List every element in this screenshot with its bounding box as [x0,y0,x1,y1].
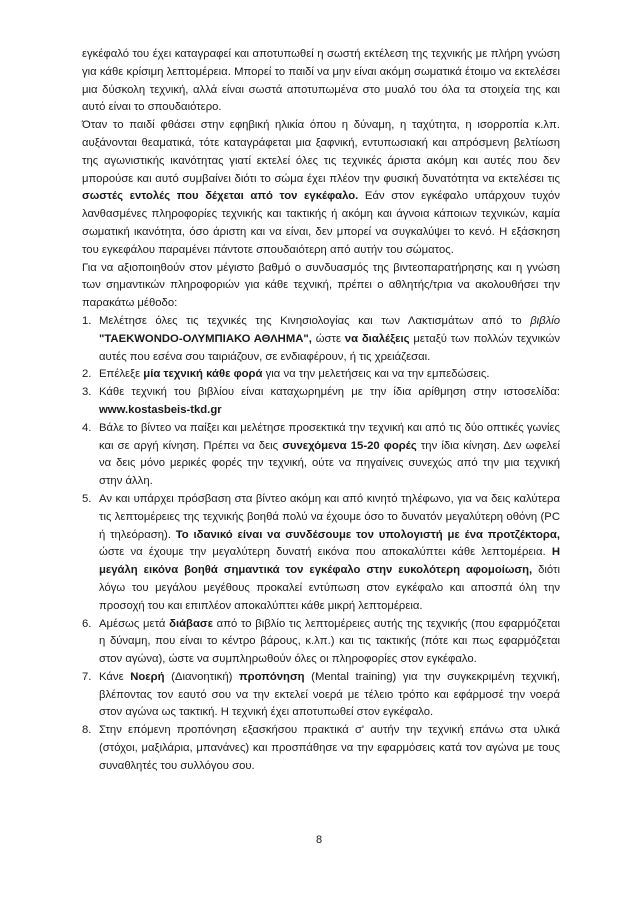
step-number: 4. [82,421,92,434]
document-body [82,46,560,776]
step-text: (Διανοητική) [164,670,239,683]
paragraph-memory-imprint [82,46,560,117]
italic-text: βιβλίο [530,314,560,327]
step-text: Αμέσως μετά [99,617,170,630]
list-item-step-5 [82,491,560,616]
paragraph-text: Για να αξιοποιηθούν στον μέγιστο βαθμό ο συνδυασμός της βιντεοπαρατήρησης και η γνώση των σημαντικών πληροφοριών για κάθε τεχνική, πρέπει ο αθλητής/τρια να ακολουθήσει την παρακάτω μέθοδο: [82,261,560,310]
step-text: Αν και υπάρχει πρόσβαση στα βίντεο ακόμη και από κινητό τηλέφωνο, για να δεις καλύτερα τις λεπτομέρειες της τεχνικής βοηθά πολύ να έχουμε όσο το δυνατόν μεγαλύτερη οθόνη (PC ή τηλεόραση). [99,492,560,541]
website-link[interactable]: www.kostasbeis-tkd.gr [99,403,222,416]
step-text: Στην επόμενη προπόνηση εξασκήσου πρακτικά σ' αυτήν την τεχνική επάνω στα υλικά (στόχοι, μαξιλάρια, μπανάνες) και προσπάθησε να την εφαρμόσεις κατά τον αγώνα με τους συναθλητές του συλλόγου σου. [99,724,560,772]
step-text: Κάθε τεχνική του βιβλίου είναι καταχωρημένη με την ίδια αρίθμηση στην ιστοσελίδα: [99,386,560,399]
list-item-step-8 [82,722,560,775]
emphasis-text: προπόνηση [238,670,305,683]
step-text: την ίδια κίνηση. Δεν ωφελεί να δεις μόνο μερικές φορές την τεχνική, ούτε να πηγαίνεις συνεχώς από την μια τεχνική στην άλλη. [99,439,560,488]
step-text: Μελέτησε όλες τις τεχνικές της Κινησιολογίας και των Λακτισμάτων από το [99,314,531,327]
emphasis-text: συνεχόμενα 15-20 φορές [282,439,417,452]
page-number: 8 [315,834,323,846]
step-number: 6. [82,617,92,630]
emphasis-text: μία τεχνική κάθε φορά [143,368,263,381]
emphasis-text: Η μεγάλη εικόνα βοηθά σημαντικά τον εγκέφαλο στην ευκολότερη αφομοίωση, [99,546,560,577]
method-steps-list [82,313,560,776]
list-item-step-1 [82,313,560,366]
step-number: 5. [82,492,92,505]
paragraph-adolescence [82,117,560,259]
step-text: (Mental training) για την συγκεκριμένη τεχνική, βλέποντας τον εαυτό σου να την εκτελεί νοερά με τέλειο τρόπο και εφάρμοσέ την νοερά στον αγώνα ως τακτική. Η τεχνική έχει αποτυπωθεί στον εγκέφαλο. [99,670,560,719]
step-text: ώστε να έχουμε την μεγαλύτερη δυνατή εικόνα που αποκαλύπτει κάθε λεπτομέρεια. [99,546,552,559]
step-text: από το βιβλίο τις λεπτομέρειες αυτής της τεχνικής (που εφαρμόζεται η δύναμη, που είναι το κέντρο βάρους, κ.λπ.) και τις τακτικής (πότε και πως εφαρμόζεται στον αγώνα), ώστε να συμπληρωθούν όλες οι πληροφορίες στον εγκέφαλο. [99,617,560,666]
step-text: για να την μελετήσεις και να την εμπεδώσεις. [262,368,490,381]
step-text: Επέλεξε [99,368,144,381]
paragraph-text: Εάν στον εγκέφαλο υπάρχουν τυχόν λανθασμένες πληροφορίες τεχνικής και τακτικής ή ακόμη και άγνοια κάποιων τεχνικών, καμία σωματική ικανότητα, όσο άριστη και να είναι, δεν μπορεί να συγκαλύψει το κενό. Η εξάσκηση του εγκεφάλου παραμένει πάντοτε σπουδαιότερη από αυτήν του σώματος. [82,190,560,256]
paragraph-text: Όταν το παιδί φθάσει στην εφηβική ηλικία όπου η δύναμη, η ταχύτητα, η ισορροπία κ.λπ. αυξάνονται θεαματικά, τότε καταγράφεται μια ξαφνική, εντυπωσιακή και απρόσμενη βελτίωση της αγωνιστικής ικανότητας γιατί εκτελεί όλες τις τεχνικές άριστα ακόμη και αυτές που δεν μπορούσε και αυτό συμβαίνει διότι το σώμα έχει πλέον την φυσική δυνατότητα να εκτελέσει τις [82,119,560,185]
list-item-step-4 [82,420,560,491]
emphasis-text: σωστές εντολές που δέχεται από τον εγκέφαλο. [82,190,359,203]
list-item-step-6 [82,616,560,669]
step-text: Βάλε το βίντεο να παίξει και μελέτησε προσεκτικά την τεχνική και από τις δύο οπτικές γωνίες και σε αργή κίνηση. Πρέπει να δεις [99,421,560,452]
list-item-step-3 [82,384,560,420]
emphasis-text: Νοερή [130,670,165,683]
step-text: μεταξύ των πολλών τεχνικών αυτές που εσένα σου ταιριάζουν, σε ενδιαφέρουν, ή τις χρειάζεσαι. [99,332,560,363]
step-text: ώστε [311,332,345,345]
emphasis-text: διάβασε [169,617,213,630]
list-item-step-7 [82,669,560,722]
book-title: "TAEKWONDO-ΟΛΥΜΠΙΑΚΟ ΑΘΛΗΜΑ", [99,332,312,345]
emphasis-text: να διαλέξεις [344,332,410,345]
step-number: 2. [82,368,92,381]
list-item-step-2 [82,366,560,384]
emphasis-text: Το ιδανικό είναι να συνδέσουμε τον υπολογιστή με ένα προτζέκτορα, [175,528,560,541]
step-number: 8. [82,724,92,737]
step-number: 1. [82,314,92,327]
step-text: διότι λόγω του μεγάλου μεγέθους προκαλεί εντύπωση στον εγκέφαλο και αποσπά όλη την προσοχή του και επιπλέον αποκαλύπτει κάθε μικρή λεπτομέρεια. [99,564,560,612]
step-text: Κάνε [99,670,131,683]
paragraph-method-intro [82,260,560,313]
step-number: 3. [82,386,92,399]
paragraph-text: εγκέφαλό του έχει καταγραφεί και αποτυπωθεί η σωστή εκτέλεση της τεχνικής με πλήρη γνώση για κάθε κρίσιμη λεπτομέρεια. Μπορεί το παιδί να μην είναι ακόμη σωματικά έτοιμο να εκτελέσει μια δύσκολη τεχνική, αλλά είναι σωστά αποτυπωμένα στο μυαλό του όλα τα στοιχεία της και αυτό είναι το σπουδαιότερο. [82,48,560,114]
step-number: 7. [82,670,92,683]
